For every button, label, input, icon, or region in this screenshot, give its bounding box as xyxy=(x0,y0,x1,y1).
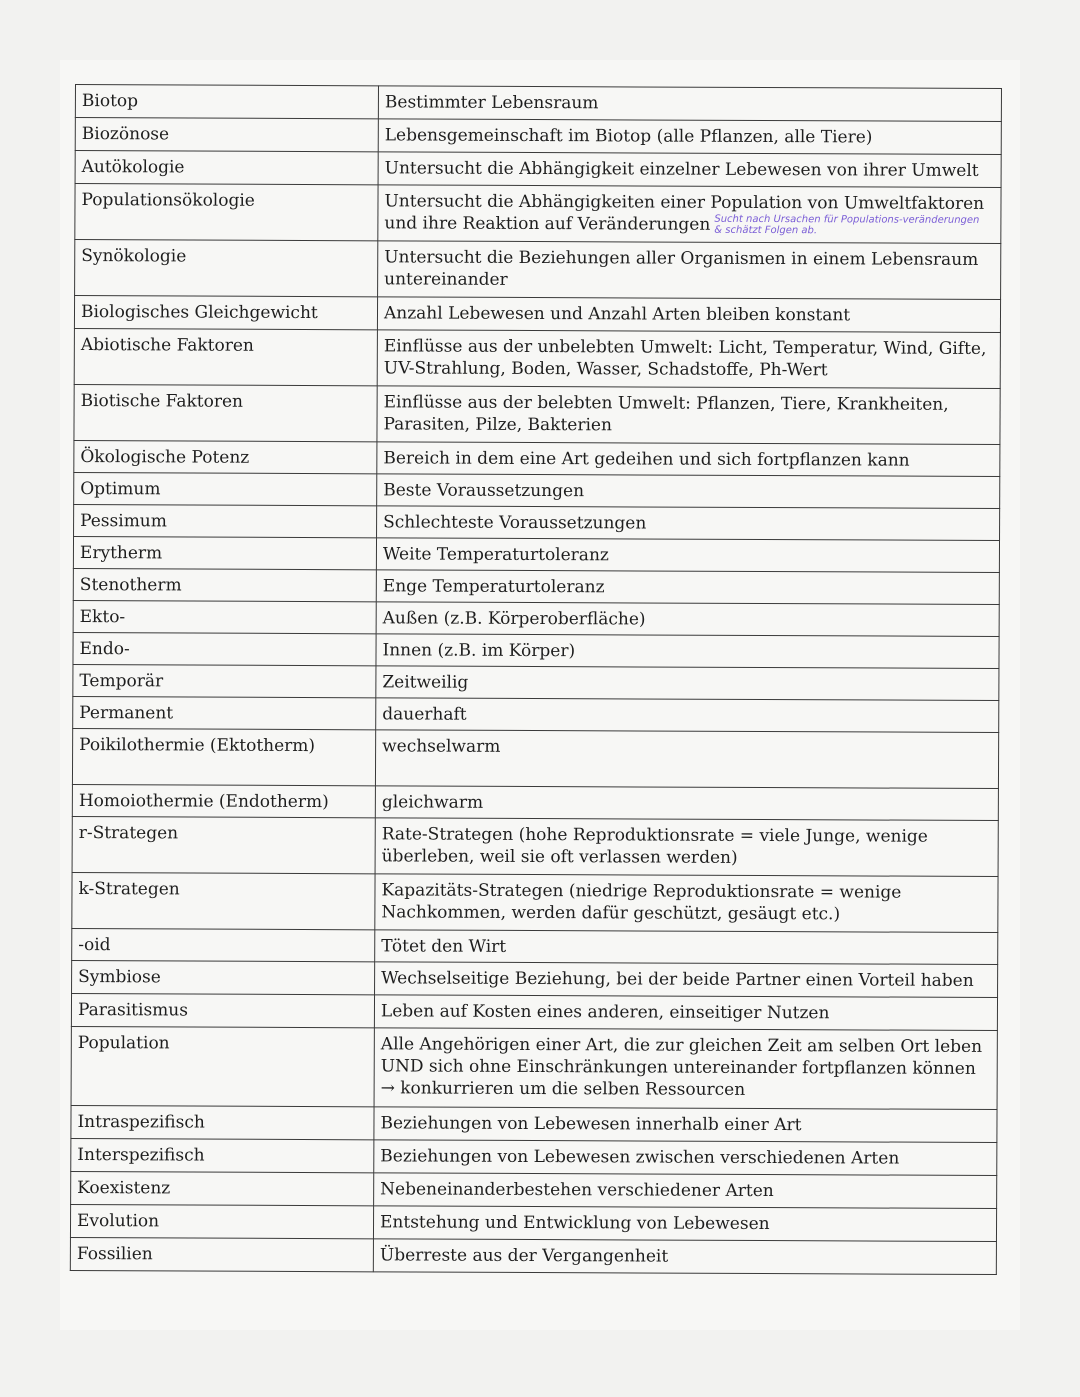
table-row xyxy=(73,632,999,668)
handwritten-note: Sucht nach Ursachen für Populations-veränderungen & schätzt Folgen ab. xyxy=(714,213,980,237)
definition-text: Beste Voraussetzungen xyxy=(383,480,585,502)
table-row xyxy=(71,1171,997,1208)
definition-cell xyxy=(376,538,999,573)
table-row xyxy=(73,696,999,732)
term-cell: Evolution xyxy=(70,1204,373,1238)
definition-text: Beziehungen von Lebewesen innerhalb einer Art xyxy=(380,1113,802,1136)
term-cell: Ökologische Potenz xyxy=(74,440,377,473)
term-cell: Stenotherm xyxy=(73,568,376,601)
term-cell: Koexistenz xyxy=(71,1171,374,1205)
definition-text: dauerhaft xyxy=(382,704,467,725)
definition-cell xyxy=(378,86,1001,122)
term-cell: Symbiose xyxy=(72,960,375,994)
table-row xyxy=(70,1204,996,1241)
term-cell: Poikilothermie (Ektotherm) xyxy=(72,728,375,785)
definition-text: gleichwarm xyxy=(381,792,484,813)
term-cell: Homoiothermie (Endotherm) xyxy=(72,784,375,817)
definition-cell xyxy=(376,698,999,733)
definition-cell xyxy=(377,386,1000,445)
term-cell: Biologisches Gleichgewicht xyxy=(74,296,377,330)
definition-text: Einflüsse aus der unbelebten Umwelt: Licht, Temperatur, Wind, Gifte, UV-Strahlung, Boden, Wasser, Schadstoffe, Ph-Wert xyxy=(383,336,987,381)
table-row xyxy=(74,296,1000,333)
table-row xyxy=(70,1237,996,1274)
definition-cell xyxy=(378,152,1001,188)
table-row xyxy=(74,472,1000,508)
term-cell: -oid xyxy=(72,928,375,961)
table-row xyxy=(74,328,1000,388)
definition-text: Außen (z.B. Körperoberfläche) xyxy=(382,608,646,630)
definition-cell xyxy=(378,241,1001,300)
table-row xyxy=(71,1138,997,1175)
definition-cell xyxy=(373,1206,996,1242)
table-row xyxy=(72,728,998,788)
definition-cell xyxy=(374,1028,997,1110)
term-cell: Permanent xyxy=(73,696,376,729)
definition-text: Beziehungen von Lebewesen zwischen verschiedenen Arten xyxy=(380,1146,900,1169)
term-cell: Temporär xyxy=(73,664,376,697)
table-row xyxy=(72,960,998,997)
definition-text: wechselwarm xyxy=(382,736,501,757)
definition-cell xyxy=(375,962,998,998)
definition-text: Nebeneinanderbestehen verschiedener Arten xyxy=(380,1179,774,1202)
definition-cell xyxy=(375,818,998,877)
term-cell: Ekto- xyxy=(73,600,376,633)
table-row xyxy=(72,816,998,876)
definition-text: Alle Angehörigen einer Art, die zur gleichen Zeit am selben Ort leben UND sich ohne Einschränkungen untereinander fortpflanzen können → konkurrieren um die selben Ressourcen xyxy=(380,1034,983,1100)
table-row xyxy=(73,568,999,604)
definition-text: Weite Temperaturtoleranz xyxy=(382,544,609,566)
definition-text: Einflüsse aus der belebten Umwelt: Pflanzen, Tiere, Krankheiten, Parasiten, Pilze, Bakterien xyxy=(383,392,949,436)
definition-text: Zeitweilig xyxy=(382,672,469,693)
definition-text: Tötet den Wirt xyxy=(381,936,507,957)
table-row xyxy=(72,872,998,932)
term-cell: Biotische Faktoren xyxy=(74,384,377,441)
definition-cell xyxy=(378,185,1001,244)
definition-cell xyxy=(377,506,1000,541)
term-cell: Erytherm xyxy=(73,536,376,569)
table-row xyxy=(73,664,999,700)
definition-cell xyxy=(377,297,1000,333)
term-cell: Pessimum xyxy=(74,504,377,537)
definition-cell xyxy=(376,634,999,669)
definition-cell xyxy=(375,730,998,789)
definition-cell xyxy=(375,930,998,965)
definition-text: Anzahl Lebewesen und Anzahl Arten bleiben konstant xyxy=(383,303,851,326)
definition-cell xyxy=(377,442,1000,477)
definition-cell xyxy=(377,474,1000,509)
table-row xyxy=(71,993,997,1030)
table-row xyxy=(75,151,1001,188)
definition-text: Schlechteste Voraussetzungen xyxy=(383,512,647,534)
table-row xyxy=(72,928,998,964)
term-cell: Populationsökologie xyxy=(75,184,378,241)
definition-text: Untersucht die Beziehungen aller Organismen in einem Lebensraum untereinander xyxy=(384,247,979,290)
definition-text: Wechselseitige Beziehung, bei der beide Partner einen Vorteil haben xyxy=(381,968,974,991)
definition-text: Untersucht die Abhängigkeit einzelner Lebewesen von ihrer Umwelt xyxy=(384,158,979,181)
definition-text: Kapazitäts-Strategen (niedrige Reproduktionsrate = wenige Nachkommen, werden dafür geschützt, gesäugt etc.) xyxy=(381,880,902,925)
definition-cell xyxy=(376,666,999,701)
definition-cell xyxy=(374,995,997,1031)
table-row xyxy=(75,240,1001,300)
table-row xyxy=(75,118,1001,155)
table-row xyxy=(74,504,1000,540)
glossary-body xyxy=(70,85,1001,1275)
term-cell: Biotop xyxy=(75,85,378,119)
definition-text: Lebensgemeinschaft im Biotop (alle Pflanzen, alle Tiere) xyxy=(384,125,873,148)
definition-cell xyxy=(377,330,1000,389)
definition-cell xyxy=(375,786,998,821)
table-row xyxy=(72,784,998,820)
term-cell: Interspezifisch xyxy=(71,1138,374,1172)
term-cell: Autökologie xyxy=(75,151,378,185)
table-row xyxy=(73,600,999,636)
definition-text: Rate-Strategen (hohe Reproduktionsrate = viele Junge, wenige überleben, weil sie oft verlassen werden) xyxy=(381,824,928,868)
term-cell: Optimum xyxy=(74,472,377,505)
definition-cell xyxy=(374,1173,997,1209)
term-cell: Biozönose xyxy=(75,118,378,152)
table-row xyxy=(71,1026,997,1109)
glossary-table xyxy=(70,84,1002,1275)
term-cell: Fossilien xyxy=(70,1237,373,1271)
term-cell: Intraspezifisch xyxy=(71,1105,374,1139)
definition-cell xyxy=(376,570,999,605)
definition-text: Überreste aus der Vergangenheit xyxy=(379,1245,669,1267)
definition-cell xyxy=(374,1140,997,1176)
table-row xyxy=(73,536,999,572)
term-cell: Synökologie xyxy=(75,240,378,297)
table-row xyxy=(71,1105,997,1142)
table-row xyxy=(75,85,1001,122)
definition-cell xyxy=(378,119,1001,155)
term-cell: Population xyxy=(71,1026,374,1106)
definition-text: Bereich in dem eine Art gedeihen und sich fortpflanzen kann xyxy=(383,448,910,471)
definition-cell xyxy=(374,1107,997,1143)
definition-text: Leben auf Kosten eines anderen, einseitiger Nutzen xyxy=(380,1001,830,1024)
term-cell: k-Strategen xyxy=(72,872,375,929)
term-cell: Abiotische Faktoren xyxy=(74,328,377,385)
definition-text: Untersucht die Abhängigkeiten einer Population von Umweltfaktoren und ihre Reaktion auf Veränderungen xyxy=(384,191,985,235)
definition-text: Entstehung und Entwicklung von Lebewesen xyxy=(379,1212,770,1235)
definition-text: Enge Temperaturtoleranz xyxy=(382,576,605,598)
definition-text: Bestimmter Lebensraum xyxy=(384,92,599,114)
definition-cell xyxy=(375,874,998,933)
definition-text: Innen (z.B. im Körper) xyxy=(382,640,576,662)
table-row xyxy=(75,184,1001,244)
term-cell: Endo- xyxy=(73,632,376,665)
definition-cell xyxy=(373,1239,996,1275)
term-cell: Parasitismus xyxy=(71,993,374,1027)
table-row xyxy=(74,384,1000,444)
term-cell: r-Strategen xyxy=(72,816,375,873)
table-row xyxy=(74,440,1000,476)
definition-cell xyxy=(376,602,999,637)
